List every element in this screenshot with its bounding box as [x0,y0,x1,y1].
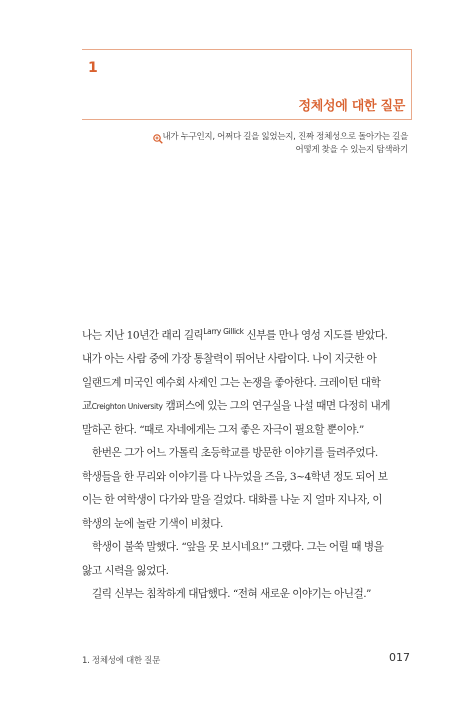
text-fragment: 캠퍼스에 있는 그의 연구실을 나설 때면 다정히 내게 [162,400,390,413]
intro-line: 어떻게 찾을 수 있는지 탐색하기 [295,145,408,155]
text-line: 한번은 그가 어느 가톨릭 초등학교를 방문한 이야기를 들려주었다. [92,447,378,460]
paragraph [82,583,412,607]
page-number: 017 [389,651,410,664]
chapter-divider [82,119,412,120]
paragraph [82,320,412,442]
intro-line: 내가 누구인지, 어쩌다 길을 잃었는지, 진짜 정체성으로 돌아가는 길을 [162,132,408,142]
text-line: 학생이 불쑥 말했다. “앞을 못 보시네요!” 그랬다. 그는 어릴 때 병을 [92,541,384,554]
paragraph [82,442,412,536]
text-line [82,320,412,348]
text-line [82,395,412,419]
chapter-title: 정체성에 대한 질문 [298,99,405,114]
text-line: 학생들을 한 무리와 이야기를 다 나누었을 즈음, 3~4학년 정도 되어 보 [82,470,388,483]
chapter-heading-box [82,49,412,119]
chapter-number: 1 [88,60,98,76]
english-name: Creighton University [91,402,163,412]
text-line: 길릭 신부는 침착하게 대답했다. “전혀 새로운 이야기는 아닌걸.” [92,588,371,601]
paragraph [82,536,412,583]
chapter-intro [138,131,408,157]
text-fragment: 나는 지난 10년간 래리 길릭 [82,329,204,342]
text-fragment: 신부를 만나 영성 지도를 받았다. [243,329,388,342]
text-line: 앓고 시력을 잃었다. [82,564,169,577]
text-fragment: 교 [82,400,92,413]
body-text [82,320,412,607]
running-head: 1. 정체성에 대한 질문 [82,656,161,666]
text-line: 이는 한 여학생이 다가와 말을 걸었다. 대화를 나눈 지 얼마 지나자, 이 [82,494,383,507]
text-line: 학생의 눈에 놀란 기색이 비쳤다. [82,517,223,530]
english-name: Larry Gillick [203,327,244,336]
text-line: 내가 아는 사람 중에 가장 통찰력이 뛰어난 사람이다. 나이 지긋한 아 [82,353,377,366]
text-line: 일랜드계 미국인 예수회 사제인 그는 논쟁을 좋아한다. 크레이턴 대학 [82,376,381,389]
text-line: 말하곤 한다. “때로 자네에게는 그저 좋은 자극이 필요할 뿐이야.” [82,423,364,436]
